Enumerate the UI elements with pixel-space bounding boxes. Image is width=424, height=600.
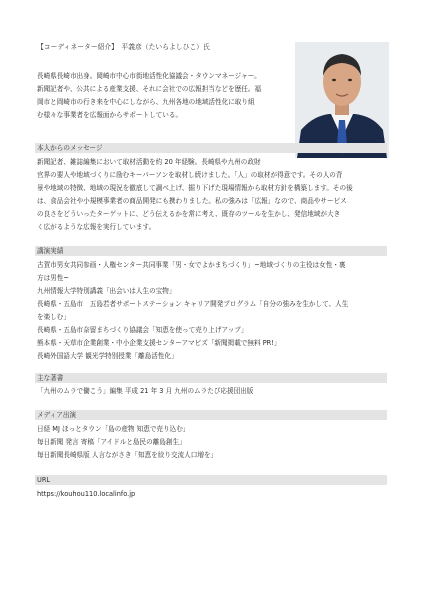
message-heading: 本人からのメッセージ (35, 143, 387, 153)
media-heading: メディア出演 (35, 410, 387, 420)
lectures-heading: 講演実績 (35, 246, 387, 256)
media-line: 毎日新聞 発言 寄稿「アイドルと島民の離島創生」 (37, 438, 186, 446)
portrait-photo (295, 42, 389, 158)
right-eye (348, 79, 352, 81)
lecture-line: を楽しむ」 (37, 313, 70, 321)
portrait-illustration (295, 42, 389, 158)
message-line: 景や地域の特徴、地域の現況を徹底して調べ上げ、掘り下げた現場情報から取材方針を構築します。その後 (37, 184, 353, 192)
message-line: 新聞記者、雑誌編集において取材活動を約 20 年経験。長崎県や九州の政財 (37, 158, 261, 166)
message-line: は、食品会社や小規模事業者の商品開発にも携わりました。私の強みは「広報」なので、商品やサービス (37, 197, 347, 205)
intro-line: 新聞記者や、公共による産業支援、それに会社での広報担当などを歴任。福 (37, 85, 262, 93)
books-heading: 主な著書 (35, 373, 387, 383)
message-line: 官界の要人や地域づくりに励むキーパーソンを取材し続けました。「人」の取材が得意です。その人の背 (37, 171, 343, 179)
lecture-line: 長崎外国語大学 観光学特別授業「離島活性化」 (37, 352, 178, 360)
lecture-line: 熊本県・天草市企業創業・中小企業支援センターアマビズ「新聞掲載で無料 PR!」 (37, 339, 281, 347)
left-eye (332, 79, 336, 81)
lecture-line: 長崎県・五島市 五島若者サポートステーション キャリア開発プログラム「自分の強みを生かして、人生 (37, 300, 349, 308)
book-line: 「九州のムラで働こう」編集 平成 21 年 3 月 九州のムラたび応援団出版 (37, 387, 254, 395)
intro-line: 岡市と岡崎市の行き来を中心にしながら、九州各地の地域活性化に取り組 (37, 98, 255, 106)
url-heading: URL (35, 475, 387, 485)
intro-line: む様々な事業者を広報面からサポートしている。 (37, 111, 183, 119)
message-line: の良さをどういったターゲットに、どう伝えるかを常に考え、既存のツールを生かし、発信地域が大き (37, 210, 341, 218)
coordinator-heading: 【コーディネーター紹介】 平義彦（たいらよしひこ）氏 (37, 43, 210, 51)
media-line: 日経 MJ ほっとタウン「島の産物 知恵で売り込む」 (37, 425, 190, 433)
lecture-line: 方は男性~ (37, 274, 69, 282)
lecture-line: 古賀市男女共同参画・人権センター共同事業「男・女でよかまちづくり」~地域づくりの主役は女性・裏 (37, 261, 346, 269)
message-line: く広がるような広報を実行しています。 (37, 223, 156, 231)
lecture-line: 九州情報大学特別講義「出会いは人生の宝物」 (37, 287, 176, 295)
lecture-line: 長崎県・五島市奈留まちづくり協議会「知恵を使って売り上げアップ」 (37, 326, 248, 334)
media-line: 毎日新聞長崎県版 人言ながさき「知恵を絞り交流人口増を」 (37, 451, 218, 459)
intro-line: 長崎県長崎市出身。岡崎市中心市街地活性化協議会・タウンマネージャー。 (37, 72, 261, 80)
url-link[interactable]: https://kouhou110.localinfo.jp (37, 490, 136, 498)
